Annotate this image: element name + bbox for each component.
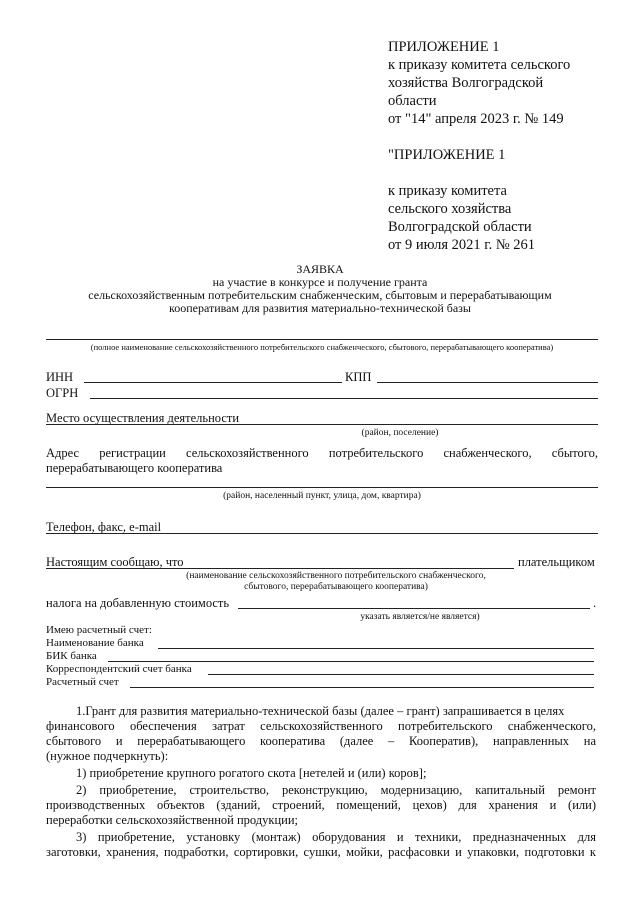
- inn-label: ИНН: [46, 370, 74, 384]
- acc-label: Расчетный счет: [46, 676, 119, 688]
- header1-line4: области: [388, 93, 437, 109]
- bank-label: Наименование банка: [46, 637, 144, 649]
- header2-line3: сельского хозяйства: [388, 201, 512, 217]
- address-label-line2: перерабатывающего кооператива: [46, 461, 223, 475]
- item2-line2: производственных объектов (зданий, строений, помещений, цехов) для хранения и (или): [46, 798, 596, 812]
- phone-label: Телефон, факс, e-mail: [46, 520, 162, 534]
- header2-line5: от 9 июля 2021 г. № 261: [388, 237, 536, 253]
- item1: 1) приобретение крупного рогатого скота [нетелей и (или) коров];: [76, 766, 427, 780]
- ogrn-label: ОГРН: [46, 386, 79, 400]
- name-field-hint: (полное наименование сельскохозяйственного потребительского снабженческого, сбытового, перерабатывающего кооператива): [90, 342, 554, 352]
- p1-line2: финансового обеспечения затрат сельскохозяйственного потребительского снабженческого,: [46, 719, 596, 733]
- account-label: Имею расчетный счет:: [46, 624, 152, 636]
- kpp-field-line: [377, 382, 598, 383]
- title-line1: на участие в конкурсе и получение гранта: [212, 275, 428, 289]
- header2-line1: "ПРИЛОЖЕНИЕ 1: [388, 147, 506, 163]
- phone-field-line: [46, 533, 598, 534]
- vat-label: налога на добавленную стоимость: [46, 596, 230, 610]
- title-line2: сельскохозяйственным потребительским снабженческим, сбытовым и перерабатывающим: [88, 288, 552, 302]
- bik-label: БИК банка: [46, 650, 97, 662]
- vat-field-line: [238, 608, 590, 609]
- vat-hint: указать является/не является): [360, 612, 480, 622]
- place-field-line: [46, 424, 598, 425]
- item2-line1: 2) приобретение, строительство, реконструкцию, модернизацию, капитальный ремонт: [76, 783, 596, 797]
- item3-line1: 3) приобретение, установку (монтаж) оборудования и техники, предназначенных для: [76, 830, 596, 844]
- bik-field-line: [108, 661, 594, 662]
- header1-line5: от "14" апреля 2023 г. № 149: [388, 111, 564, 127]
- vat-end: .: [593, 596, 597, 610]
- address-field-line: [46, 487, 598, 488]
- kpp-label: КПП: [345, 370, 372, 384]
- title-line3: кооперативам для развития материально-технической базы: [169, 301, 471, 315]
- place-hint: (район, поселение): [361, 428, 439, 438]
- ogrn-field-line: [90, 398, 598, 399]
- bank-field-line: [158, 648, 594, 649]
- notify-hint-line1: (наименование сельскохозяйственного потребительского снабженческого,: [186, 571, 486, 581]
- item2-line3: переработки сельскохозяйственной продукции;: [46, 813, 299, 827]
- place-label: Место осуществления деятельности: [46, 411, 240, 425]
- name-field-line: [46, 339, 598, 340]
- corr-field-line: [208, 674, 594, 675]
- p1-line4: (нужное подчеркнуть):: [46, 749, 169, 763]
- notify-label: Настоящим сообщаю, что: [46, 555, 184, 569]
- notify-field-line: [46, 568, 514, 569]
- acc-field-line: [130, 687, 594, 688]
- document-title: ЗАЯВКА: [296, 262, 344, 276]
- header2-line4: Волгоградской области: [388, 219, 532, 235]
- payer-label: плательщиком: [518, 555, 595, 569]
- item3-line2: заготовки, хранения, подработки, сортировки, сушки, мойки, расфасовки и упаковки, подготовки к: [46, 845, 596, 859]
- address-label-line1: Адрес регистрации сельскохозяйственного потребительского снабженческого, сбытого,: [46, 446, 598, 460]
- address-hint: (район, населенный пункт, улица, дом, квартира): [223, 491, 421, 501]
- notify-hint-line2: сбытового, перерабатывающего кооператива): [244, 582, 428, 592]
- p1-line1: 1.Грант для развития материально-технической базы (далее – грант) запрашивается в целях: [76, 704, 565, 718]
- header2-line2: к приказу комитета: [388, 183, 507, 199]
- p1-line3: сбытового и перерабатывающего кооператива (далее – Кооператив), направленных на: [46, 734, 596, 748]
- header1-line2: к приказу комитета сельского: [388, 57, 571, 73]
- inn-field-line: [84, 382, 342, 383]
- header1-line3: хозяйства Волгоградской: [388, 75, 544, 91]
- header1-line1: ПРИЛОЖЕНИЕ 1: [388, 39, 500, 55]
- corr-label: Корреспондентский счет банка: [46, 663, 192, 675]
